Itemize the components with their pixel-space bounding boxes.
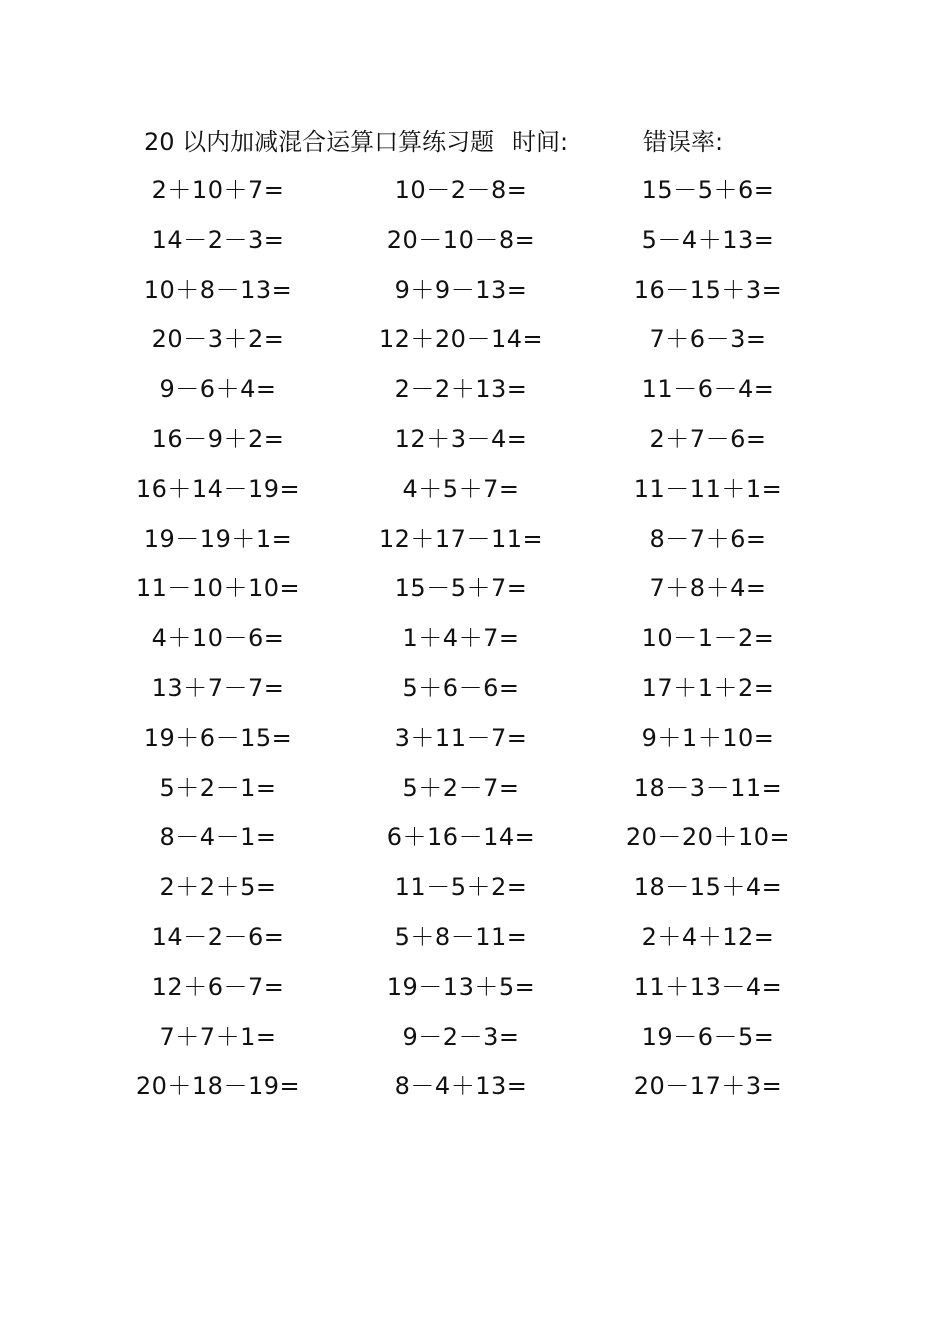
problem-item: 15－5＋7= bbox=[394, 574, 528, 603]
problem-item: 2－2＋13= bbox=[394, 375, 528, 404]
problem-row bbox=[0, 913, 950, 963]
problem-row bbox=[0, 564, 950, 614]
problem-item: 5＋2－1= bbox=[159, 773, 277, 802]
problem-item: 8－4－1= bbox=[159, 823, 277, 852]
problem-row bbox=[0, 166, 950, 216]
problem-item: 19－13＋5= bbox=[386, 972, 536, 1001]
problem-item: 7＋7＋1= bbox=[159, 1022, 277, 1051]
problem-item: 12＋3－4= bbox=[394, 424, 528, 453]
problem-item: 14－2－3= bbox=[151, 225, 285, 254]
problem-item: 8－7＋6= bbox=[649, 524, 767, 553]
problem-row bbox=[0, 515, 950, 565]
problem-row bbox=[0, 764, 950, 814]
problem-item: 2＋2＋5= bbox=[159, 873, 277, 902]
problem-item: 20＋18－19= bbox=[135, 1072, 301, 1101]
problem-item: 19－19＋1= bbox=[143, 524, 293, 553]
problem-item: 6＋16－14= bbox=[386, 823, 536, 852]
problem-row bbox=[0, 465, 950, 515]
problem-item: 9－2－3= bbox=[402, 1022, 520, 1051]
problem-item: 13＋7－7= bbox=[151, 673, 285, 702]
problem-item: 16－9＋2= bbox=[151, 424, 285, 453]
problem-row bbox=[0, 1013, 950, 1063]
problem-item: 10－1－2= bbox=[641, 624, 775, 653]
problem-item: 11＋13－4= bbox=[633, 972, 783, 1001]
problem-item: 11－6－4= bbox=[641, 375, 775, 404]
problem-row bbox=[0, 664, 950, 714]
problem-item: 20－3＋2= bbox=[151, 325, 285, 354]
error-rate-label: 错误率: bbox=[643, 128, 724, 156]
problem-item: 20－17＋3= bbox=[633, 1072, 783, 1101]
problem-row bbox=[0, 266, 950, 316]
problem-item: 18－15＋4= bbox=[633, 873, 783, 902]
problem-grid bbox=[0, 166, 950, 1112]
problem-item: 16－15＋3= bbox=[633, 275, 783, 304]
problem-item: 11－11＋1= bbox=[633, 474, 783, 503]
problem-item: 4＋10－6= bbox=[151, 624, 285, 653]
time-label: 时间: bbox=[512, 128, 569, 156]
problem-item: 2＋4＋12= bbox=[641, 922, 775, 951]
problem-item: 10＋8－13= bbox=[143, 275, 293, 304]
problem-item: 15－5＋6= bbox=[641, 176, 775, 204]
problem-row bbox=[0, 813, 950, 863]
problem-item: 5＋8－11= bbox=[394, 922, 528, 951]
problem-item: 17＋1＋2= bbox=[641, 673, 775, 702]
problem-item: 7＋6－3= bbox=[649, 325, 767, 354]
problem-item: 16＋14－19= bbox=[135, 474, 301, 503]
problem-item: 1＋4＋7= bbox=[402, 624, 520, 653]
problem-item: 11－10＋10= bbox=[135, 574, 301, 603]
problem-item: 4＋5＋7= bbox=[402, 474, 520, 503]
problem-item: 5＋2－7= bbox=[402, 773, 520, 802]
problem-item: 20－10－8= bbox=[386, 225, 536, 254]
worksheet-title: 20 以内加减混合运算口算练习题 bbox=[144, 128, 495, 156]
problem-item: 12＋20－14= bbox=[378, 325, 544, 354]
problem-row bbox=[0, 963, 950, 1013]
problem-row bbox=[0, 714, 950, 764]
problem-row bbox=[0, 315, 950, 365]
problem-item: 8－4＋13= bbox=[394, 1072, 528, 1101]
problem-row bbox=[0, 1062, 950, 1112]
problem-row bbox=[0, 614, 950, 664]
problem-item: 12＋6－7= bbox=[151, 972, 285, 1001]
problem-row bbox=[0, 863, 950, 913]
problem-item: 3＋11－7= bbox=[394, 723, 528, 752]
problem-item: 7＋8＋4= bbox=[649, 574, 767, 603]
problem-item: 18－3－11= bbox=[633, 773, 783, 802]
problem-item: 20－20＋10= bbox=[625, 823, 791, 852]
problem-item: 12＋17－11= bbox=[378, 524, 544, 553]
problem-item: 11－5＋2= bbox=[394, 873, 528, 902]
worksheet-header bbox=[0, 124, 950, 160]
problem-item: 14－2－6= bbox=[151, 922, 285, 951]
problem-item: 10－2－8= bbox=[394, 176, 528, 204]
problem-item: 9－6＋4= bbox=[159, 375, 277, 404]
problem-item: 2＋7－6= bbox=[649, 424, 767, 453]
problem-item: 2＋10＋7= bbox=[151, 176, 285, 204]
problem-item: 19＋6－15= bbox=[143, 723, 293, 752]
problem-row bbox=[0, 365, 950, 415]
problem-row bbox=[0, 216, 950, 266]
problem-item: 5＋6－6= bbox=[402, 673, 520, 702]
problem-row bbox=[0, 415, 950, 465]
problem-item: 9＋9－13= bbox=[394, 275, 528, 304]
problem-item: 9＋1＋10= bbox=[641, 723, 775, 752]
problem-item: 5－4＋13= bbox=[641, 225, 775, 254]
problem-item: 19－6－5= bbox=[641, 1022, 775, 1051]
